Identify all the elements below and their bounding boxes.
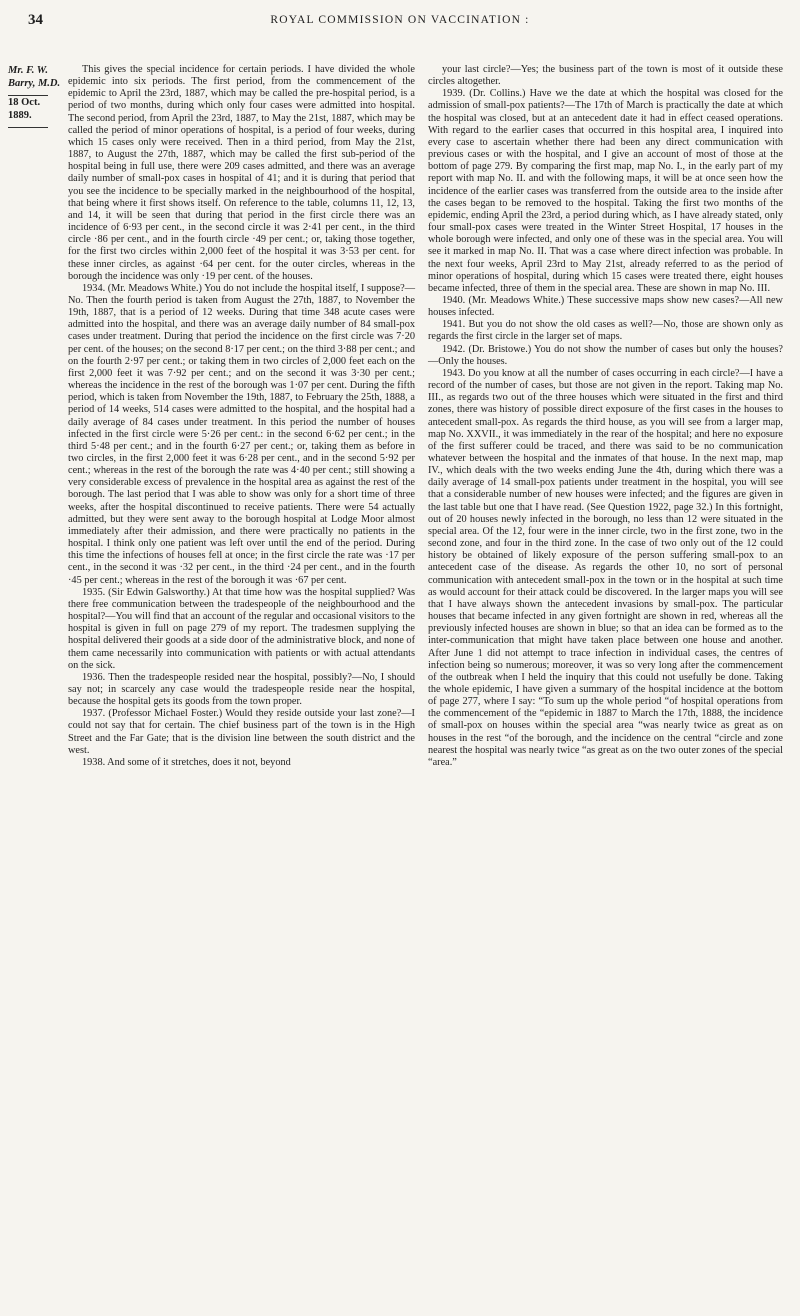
paragraph: 1943. Do you know at all the number of cases occurring in each circle?—I have a record of the number of cases, but those are not given in the report. Taking map No. III., as regards two out of the three houses which were situated in the first and third zones, there was history of possible direct exposure of the first cases in the houses to antecedent small-pox. As regards the third house, as you will see from a larger map, map No. XXVII., it was immediately in the rear of the hospital; and here no exposure of the first sufferer could be traced, and there was said to be no communication whatever between the hospital and the inmates of that house. In the next map, map IV., which deals with the two weeks ending June the 4th, during which there was a daily average of 14 small-pox patients under treatment in the hospital, you will see that a considerable number of new houses were infected; and the figures are given in the last table but one that I have read. (See Question 1922, page 32.) In this fortnight, out of 20 houses newly infected in the borough, no less than 12 were situated in the special area. Of the 12, four were in the inner circle, two in the first zone, two in the second zone, and four in the third zone. In the case of two only out of the 12 could history be obtained of likely exposure of the person suffering small-pox to an antecedent case of the disease. As regards the other 10, no sort of personal communication with antecedent small-pox in the town or in the hospital at such time as would account for their attack could be discovered. In the larger maps you will see that I have always shown the antecedent invasions by small-pox. The particular houses that became infected in any given fortnight are shown in red, whereas all the previously infected houses are shown in blue; so that an idea can be formed as to the inter-communication that might have taken place between one house and another. After June 1 did not attempt to trace infection in individual cases, the centres of infection being so numerous; moreover, it was so very long after the commencement of the outbreak when I held the inquiry that this could not usefully be done. Taking the whole epidemic, I have given a summary of the hospital incidence at the bottom of page 277, where I say: “To sum up the whole period “of hospital operations from the commencement of the “epidemic in 1887 to March the 17th, 1888, the incidence of small-pox on houses within the special area “was nearly twice as great as on houses in the rest “of the borough, and the incidence on the central “circle and zone nearest the hospital was nearly twice “as great as on the two outer zones of the special “area.” xyxy=(428,367,783,768)
paragraph: 1934. (Mr. Meadows White.) You do not include the hospital itself, I suppose?—No. Then the fourth period is taken from August the 27th, 1887, to November the 19th, 1887, that is a period of 12 weeks. During that time 348 acute cases were admitted into the hospital, and there was an average daily number of 84 small-pox cases under treatment. During that period the incidence on the first circle was 7·20 per cent. of the houses; on the second 8·17 per cent.; on the third 3·88 per cent.; and on the fourth 2·97 per cent.; or taking them in two circles of 2,000 feet each on the first 2,000 feet it was 7·92 per cent.; and on the second it was 3·30 per cent.; whereas the incidence in the rest of the borough was 1·07 per cent. During the fifth period, which is taken from November the 19th, 1887, to February the 25th, 1888, a period of 14 weeks, 514 cases were admitted to the hospital, and the hospital had a daily average of 84 cases under treatment. In this period the number of houses infected in the first circle were 5·26 per cent.: in the second 6·62 per cent.; in the third 5·48 per cent.; and in the fourth 6·27 per cent.; or, taking them as before in two circles, in the first 2,000 feet it was 6·28 per cent., and in the second 5·92 per cent.; whereas in the rest of the borough the rate was 4·40 per cent.; still showing a very considerable excess of prevalence in the hospital area as against the rest of the borough. The last period that I was able to show was only for a short time of three weeks, after the hospital discontinued to receive patients. There were 54 actually admitted, but they were sent away to the borough hospital at Lodge Moor almost immediately after their admission, and there were practically no patients in the hospital. I think only one patient was left over until the end of the period. During this time the infections of houses fell at once; in the first circle the rate was ·17 per cent., in the second it was ·32 per cent., in the third ·24 per cent., and in the fourth ·45 per cent.; whereas in the rest of the borough it was ·67 per cent. xyxy=(68,282,415,586)
page-number: 34 xyxy=(28,12,43,28)
paragraph: 1935. (Sir Edwin Galsworthy.) At that time how was the hospital supplied? Was there free communication between the tradespeople of the neighbourhood and the hospital?—You will find that an account of the regular and occasional visitors to the hospital is given in full on page 279 of my report. The tradesmen supplying the hospital delivered their goods at a side door of the administrative block, and none of them came necessarily into communication with patients or with actual attendants on the sick. xyxy=(68,586,415,671)
margin-note xyxy=(8,64,66,128)
witness-name: Mr. F. W. Barry, M.D. xyxy=(8,65,61,89)
right-column xyxy=(428,64,783,769)
hearing-date: 18 Oct. 1889. xyxy=(8,97,41,121)
running-title: ROYAL COMMISSION ON VACCINATION : xyxy=(270,14,530,26)
paragraph: 1941. But you do not show the old cases as well?—No, those are shown only as regards the first circle in the larger set of maps. xyxy=(428,319,783,343)
margin-rule xyxy=(8,127,48,128)
paragraph: 1937. (Professor Michael Foster.) Would they reside outside your last zone?—I could not say that for certain. The chief business part of the town is in the High Street and the Far Gate; that is the division line between the south district and the west. xyxy=(68,708,415,756)
paragraph: 1936. Then the tradespeople resided near the hospital, possibly?—No, I should say not; in scarcely any case would the tradespeople reside near the hospital, because the hospital gets its goods from the town proper. xyxy=(68,671,415,708)
left-column xyxy=(68,64,415,769)
paragraph: 1938. And some of it stretches, does it not, beyond xyxy=(82,756,291,768)
paragraph: 1940. (Mr. Meadows White.) These successive maps show new cases?—All new houses infected. xyxy=(428,294,783,319)
paragraph: 1942. (Dr. Bristowe.) You do not show the number of cases but only the houses?—Only the houses. xyxy=(428,343,783,367)
paragraph: your last circle?—Yes; the business part of the town is most of it outside these circles altogether. xyxy=(428,64,783,88)
paragraph: 1939. (Dr. Collins.) Have we the date at which the hospital was closed for the admission of small-pox patients?—The 17th of March is practically the date at which the hospital was closed, but at an antecedent date it had in effect ceased operations. With regard to the earlier cases that occurred in this hospital area, I inquired into every case to ascertain whether there had been any direct communication with previous cases or with the hospital, and I give an account of most of those at the bottom of page 279. By comparing the first map, map No. I., in the early part of my report with map No. II. and with the following maps, it will be at once seen how the incidence of the earlier cases was transferred from the outside area to the inside after the cases began to be removed to the hospital. Taking the first two months of the epidemic, ending April the 23rd, a period during which, as I have already stated, only four small-pox cases were treated in the Winter Street Hospital, 17 houses in the whole borough were infected, and only one of these was in the special area. You will see it marked in map No. II. That was a case where direct infection was probable. In the next four weeks, April 23rd to May 21st, already referred to as the period of minor operations of hospital, during which 15 cases were treated there, eight houses became infected, three of them in the special area. These are shown in map No. III. xyxy=(428,88,783,294)
paragraph: This gives the special incidence for certain periods. I have divided the whole epidemic into six periods. The first period, from the commencement of the epidemic to April the 23rd, 1887, which may be called the pre-hospital period, is a period of two months, during which only four cases were admitted into hospital. The second period, from April the 23rd, 1887, to May the 21st, 1887, which may be called the period of minor operations of hospital, is a period of four weeks, during which 15 cases only were received. Then in a third period, from May the 21st, 1887, to August the 27th, 1887, which may be called the first sub-period of the hospital being in full use, there were 209 cases admitted, and there was an average daily number of small-pox cases in hospital of 41; and it is during that period that you see the incidence to be specially marked in the neighbourhood of the hospital, that being where it first shows itself. On reference to the table, columns 11, 12, 13, and 14, it will be seen that during that period in the first circle there was an incidence of 6·93 per cent., in the second circle it was 2·41 per cent., in the third circle ·86 per cent., and in the fourth circle ·49 per cent.; or, taking those together, for the first two circles within 2,000 feet of the hospital it was 3·53 per cent. for these inner circles, as against ·64 per cent. for the outer circles, whereas in the borough the incidence was only ·19 per cent. of the houses. xyxy=(68,64,415,282)
